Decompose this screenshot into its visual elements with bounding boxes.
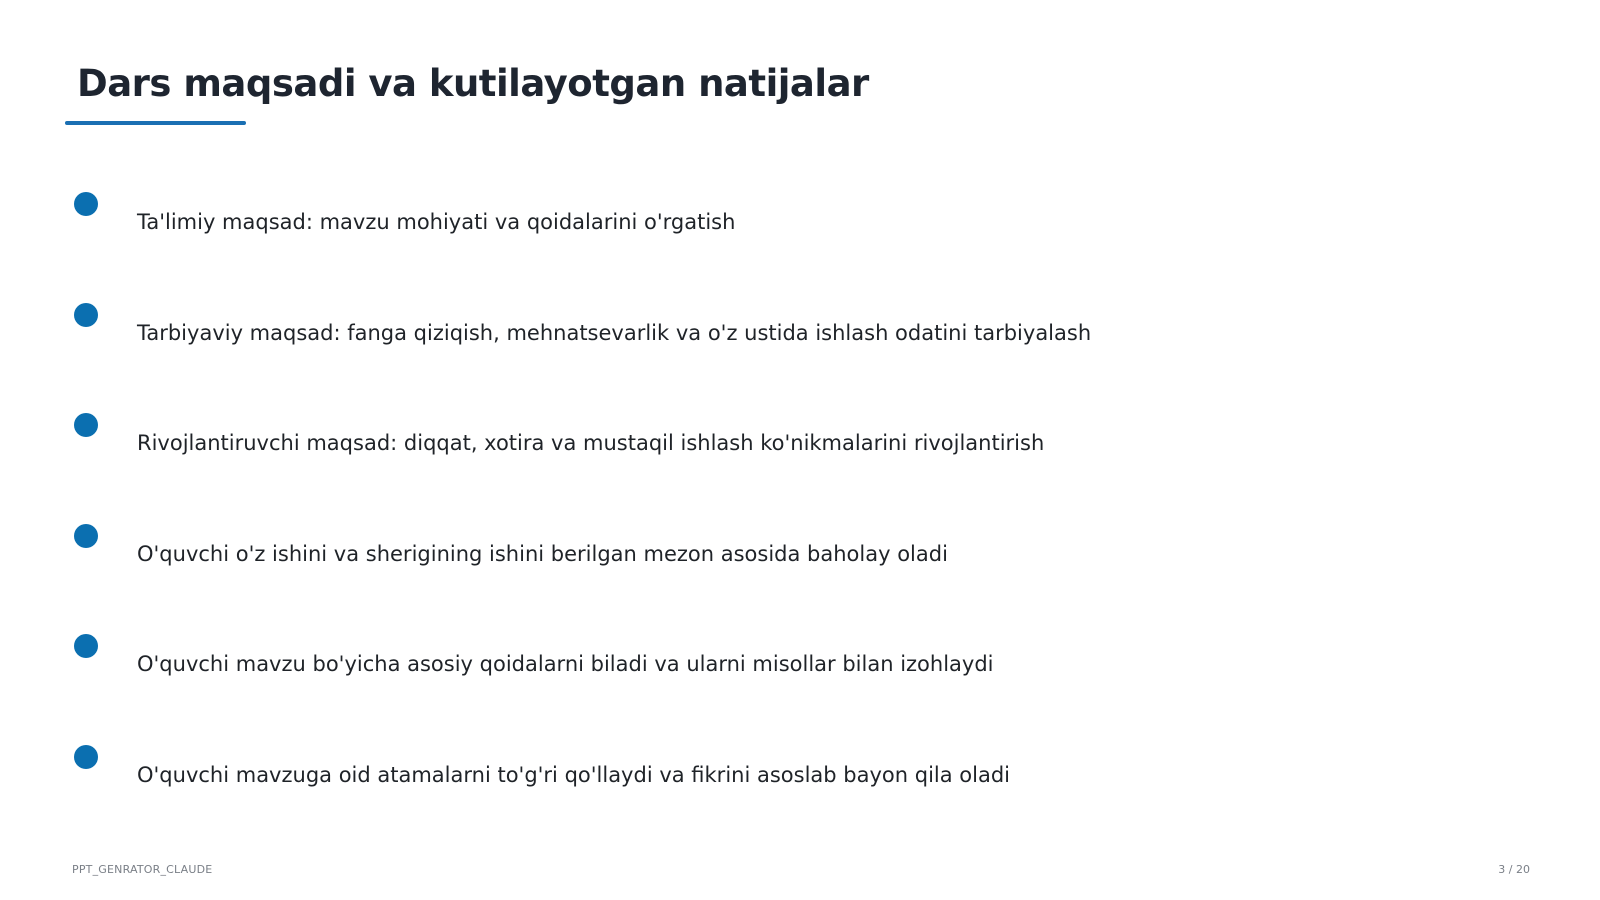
footer-source: PPT_GENRATOR_CLAUDE: [72, 863, 213, 876]
bullet-text: O'quvchi mavzuga oid atamalarni to'g'ri qo'llaydi va fikrini asoslab bayon qila oladi: [137, 763, 1010, 787]
bullet-text: Rivojlantiruvchi maqsad: diqqat, xotira va mustaqil ishlash ko'nikmalarini rivojlantirish: [137, 431, 1045, 455]
bullet-dot-icon: [74, 192, 98, 216]
slide-title: Dars maqsadi va kutilayotgan natijalar: [77, 62, 869, 105]
bullet-text: Ta'limiy maqsad: mavzu mohiyati va qoidalarini o'rgatish: [137, 210, 736, 234]
bullet-item: [0, 634, 1600, 694]
bullet-text: O'quvchi mavzu bo'yicha asosiy qoidalarni biladi va ularni misollar bilan izohlaydi: [137, 652, 994, 676]
bullet-item: [0, 524, 1600, 584]
bullet-dot-icon: [74, 634, 98, 658]
page-number: 3 / 20: [1498, 863, 1530, 876]
bullet-item: [0, 192, 1600, 252]
bullet-item: [0, 413, 1600, 473]
bullet-item: [0, 745, 1600, 805]
bullet-text: O'quvchi o'z ishini va sherigining ishini berilgan mezon asosida baholay oladi: [137, 542, 948, 566]
bullet-dot-icon: [74, 524, 98, 548]
bullet-item: [0, 303, 1600, 363]
bullet-dot-icon: [74, 745, 98, 769]
bullet-dot-icon: [74, 413, 98, 437]
bullet-text: Tarbiyaviy maqsad: fanga qiziqish, mehnatsevarlik va o'z ustida ishlash odatini tarbiyalash: [137, 321, 1092, 345]
bullet-dot-icon: [74, 303, 98, 327]
